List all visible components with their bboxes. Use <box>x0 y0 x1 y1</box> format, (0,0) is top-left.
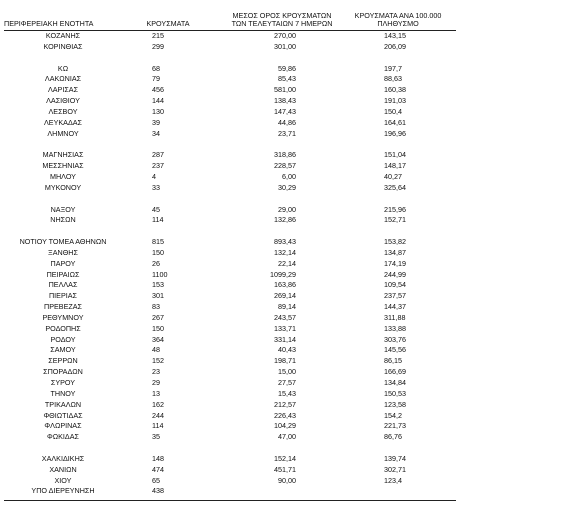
region-cell: ΜΥΚΟΝΟΥ <box>44 182 82 192</box>
per-100k-cell: 133,88 <box>384 323 406 333</box>
header-avg-line2: ΤΩΝ ΤΕΛΕΥΤΑΙΩΝ 7 ΗΜΕΡΩΝ <box>231 19 333 28</box>
per-100k-cell: 109,54 <box>384 280 406 290</box>
per-100k-cell: 221,73 <box>384 421 406 431</box>
cases-cell: 26 <box>152 258 160 268</box>
avg-cell <box>230 226 296 237</box>
per-100k-cell: 143,15 <box>384 31 406 40</box>
avg-cell: 270,00 <box>274 31 296 40</box>
region-cell: ΣΠΟΡΑΔΩΝ <box>43 367 83 377</box>
per-100k-cell: 145,56 <box>384 345 406 355</box>
avg-cell: 138,43 <box>274 96 296 106</box>
avg-cell: 163,86 <box>274 280 296 290</box>
cases-cell: 68 <box>152 63 160 73</box>
per-100k-cell <box>384 226 424 237</box>
cases-cell: 1100 <box>152 269 168 279</box>
region-cell: ΚΟΖΑΝΗΣ <box>45 31 81 40</box>
cases-cell: 39 <box>152 117 160 127</box>
cases-cell: 162 <box>152 399 164 409</box>
cases-cell: 152 <box>152 356 164 366</box>
region-cell: ΝΟΤΙΟΥ ΤΟΜΕΑ ΑΘΗΝΩΝ <box>19 237 107 247</box>
region-cell: ΡΟΔΟΥ <box>50 334 76 344</box>
avg-column <box>230 31 296 497</box>
per-100k-cell: 151,04 <box>384 150 406 160</box>
avg-cell: 85,43 <box>278 74 296 84</box>
per-100k-cell: 139,74 <box>384 453 406 463</box>
per-100k-cell: 303,76 <box>384 334 406 344</box>
avg-cell: 15,00 <box>278 367 296 377</box>
region-cell: ΧΑΛΚΙΔΙΚΗΣ <box>41 453 85 463</box>
avg-cell: 228,57 <box>274 161 296 171</box>
avg-cell: 132,86 <box>274 215 296 225</box>
per-100k-cell: 160,38 <box>384 85 406 95</box>
avg-cell: 27,57 <box>278 378 296 387</box>
avg-cell: 30,29 <box>278 182 296 192</box>
avg-cell: 22,14 <box>278 258 296 268</box>
avg-cell: 152,14 <box>274 453 296 463</box>
region-cell: ΤΡΙΚΑΛΩΝ <box>44 399 82 409</box>
region-cell: ΣΥΡΟΥ <box>50 378 76 387</box>
avg-cell: 104,29 <box>274 421 296 431</box>
avg-cell: 1099,29 <box>270 269 296 279</box>
avg-cell: 331,14 <box>274 334 296 344</box>
avg-cell: 6,00 <box>282 171 296 181</box>
region-cell: ΜΕΣΣΗΝΙΑΣ <box>42 161 84 171</box>
avg-cell: 40,43 <box>278 345 296 355</box>
cases-cell: 144 <box>152 96 164 106</box>
region-cell: ΠΕΙΡΑΙΩΣ <box>46 269 80 279</box>
per-100k-cell: 88,63 <box>384 74 402 84</box>
per-100k-cell: 86,76 <box>384 432 402 442</box>
per-100k-cell: 166,69 <box>384 367 406 377</box>
per-100k-cell: 150,4 <box>384 106 402 116</box>
per-100k-cell: 86,15 <box>384 356 402 366</box>
region-cell: ΛΗΜΝΟΥ <box>47 128 79 138</box>
cases-cell: 4 <box>152 171 156 181</box>
region-cell <box>0 53 126 64</box>
per-100k-cell: 196,96 <box>384 128 406 138</box>
region-cell: ΛΕΥΚΑΔΑΣ <box>43 117 82 127</box>
cases-cell: 815 <box>152 237 164 247</box>
cases-cell: 29 <box>152 378 160 387</box>
avg-cell <box>230 139 296 150</box>
region-cell: ΧΙΟΥ <box>54 475 72 485</box>
per-100k-cell: 174,19 <box>384 258 406 268</box>
per-100k-cell: 153,82 <box>384 237 406 247</box>
avg-cell <box>230 194 296 205</box>
per-100k-cell: 144,37 <box>384 302 406 312</box>
region-cell: ΧΑΝΙΩΝ <box>49 464 77 474</box>
region-cell: ΚΟΡΙΝΘΙΑΣ <box>43 41 83 51</box>
cases-cell <box>152 194 192 205</box>
cases-cell: 148 <box>152 453 164 463</box>
cases-cell: 48 <box>152 345 160 355</box>
avg-cell <box>230 486 296 497</box>
cases-cell: 35 <box>152 432 160 442</box>
per-100k-cell: 154,2 <box>384 410 402 420</box>
region-cell: ΡΟΔΟΠΗΣ <box>45 323 81 333</box>
cases-cell <box>152 139 192 150</box>
avg-cell: 147,43 <box>274 106 296 116</box>
region-cell <box>0 443 126 454</box>
per-100k-cell: 206,09 <box>384 41 406 51</box>
region-cell: ΛΑΡΙΣΑΣ <box>47 85 79 95</box>
cases-cell: 299 <box>152 41 164 51</box>
avg-cell: 15,43 <box>278 388 296 398</box>
per-100k-cell: 123,58 <box>384 399 406 409</box>
cases-cell: 364 <box>152 334 164 344</box>
cases-cell: 474 <box>152 464 164 474</box>
avg-cell: 29,00 <box>278 204 296 214</box>
cases-cell: 114 <box>152 215 164 225</box>
avg-cell: 59,86 <box>278 63 296 73</box>
cases-cell: 438 <box>152 486 164 496</box>
per-100k-cell: 311,88 <box>384 312 406 322</box>
header-avg-7days <box>228 12 336 28</box>
region-cell: ΣΕΡΡΩΝ <box>48 356 78 366</box>
per-100k-cell: 123,4 <box>384 475 402 485</box>
avg-cell: 212,57 <box>274 399 296 409</box>
avg-cell: 451,71 <box>274 464 296 474</box>
cases-column <box>152 31 192 497</box>
avg-cell: 893,43 <box>274 237 296 247</box>
per-100k-cell <box>384 139 424 150</box>
region-cell: ΞΑΝΘΗΣ <box>48 247 78 257</box>
cases-cell: 150 <box>152 323 164 333</box>
cases-cell: 456 <box>152 85 164 95</box>
region-cell: ΝΑΞΟΥ <box>50 204 76 214</box>
cases-cell: 34 <box>152 128 160 138</box>
avg-cell: 198,71 <box>274 356 296 366</box>
per-100k-cell: 134,87 <box>384 247 406 257</box>
cases-cell: 114 <box>152 421 164 431</box>
cases-cell: 130 <box>152 106 164 116</box>
region-cell: ΠΙΕΡΙΑΣ <box>48 291 77 301</box>
cases-cell: 237 <box>152 161 164 171</box>
avg-cell: 23,71 <box>278 128 296 138</box>
per-100k-cell: 191,03 <box>384 96 406 106</box>
cases-cell: 65 <box>152 475 160 485</box>
cases-cell: 45 <box>152 204 160 214</box>
per-100k-cell <box>384 194 424 205</box>
avg-cell: 318,86 <box>274 150 296 160</box>
per-100k-cell <box>384 443 424 454</box>
per-100k-cell: 302,71 <box>384 464 406 474</box>
per-100k-column <box>384 31 424 497</box>
region-cell: ΡΕΘΥΜΝΟΥ <box>42 312 84 322</box>
region-cell: ΦΛΩΡΙΝΑΣ <box>44 421 82 431</box>
cases-cell: 13 <box>152 388 160 398</box>
avg-cell: 581,00 <box>274 85 296 95</box>
region-cell: ΠΡΕΒΕΖΑΣ <box>44 302 82 312</box>
region-cell <box>0 194 126 205</box>
cases-cell: 33 <box>152 182 160 192</box>
per-100k-cell: 244,99 <box>384 269 406 279</box>
cases-cell: 153 <box>152 280 164 290</box>
cases-cell <box>152 226 192 237</box>
region-cell: ΤΗΝΟΥ <box>50 388 76 398</box>
avg-cell <box>230 53 296 64</box>
cases-cell: 287 <box>152 150 164 160</box>
per-100k-cell: 164,61 <box>384 117 406 127</box>
per-100k-cell: 148,17 <box>384 161 406 171</box>
cases-cell: 215 <box>152 31 164 40</box>
header-cases: ΚΡΟΥΣΜΑΤΑ <box>146 19 190 28</box>
region-cell: ΜΗΛΟΥ <box>50 171 76 181</box>
region-cell: ΥΠΟ ΔΙΕΡΕΥΝΗΣΗ <box>31 486 95 496</box>
per-100k-cell: 215,96 <box>384 204 406 214</box>
header-avg-line1: ΜΕΣΟΣ ΟΡΟΣ ΚΡΟΥΣΜΑΤΩΝ <box>232 11 332 20</box>
cases-cell: 150 <box>152 247 164 257</box>
avg-cell: 133,71 <box>274 323 296 333</box>
avg-cell: 226,43 <box>274 410 296 420</box>
cases-cell <box>152 53 192 64</box>
region-cell: ΠΕΛΛΑΣ <box>48 280 78 290</box>
avg-cell: 132,14 <box>274 247 296 257</box>
per-100k-cell: 237,57 <box>384 291 406 301</box>
per-100k-cell: 197,7 <box>384 63 402 73</box>
header-per-line1: ΚΡΟΥΣΜΑΤΑ ΑΝΑ 100.000 <box>354 11 442 20</box>
cases-cell: 301 <box>152 291 164 301</box>
region-cell <box>0 226 126 237</box>
avg-cell: 90,00 <box>278 475 296 485</box>
footer-divider <box>4 500 456 501</box>
avg-cell: 269,14 <box>274 291 296 301</box>
per-100k-cell <box>384 53 424 64</box>
avg-cell: 47,00 <box>278 432 296 442</box>
region-cell: ΛΕΣΒΟΥ <box>48 106 78 116</box>
avg-cell: 89,14 <box>278 302 296 312</box>
header-per-line2: ΠΛΗΘΥΣΜΟ <box>377 19 419 28</box>
per-100k-cell: 152,71 <box>384 215 406 225</box>
region-cell: ΦΘΙΩΤΙΔΑΣ <box>43 410 83 420</box>
avg-cell <box>230 443 296 454</box>
region-cell: ΛΑΚΩΝΙΑΣ <box>44 74 82 84</box>
per-100k-cell <box>384 486 424 497</box>
cases-cell: 267 <box>152 312 164 322</box>
avg-cell: 243,57 <box>274 312 296 322</box>
per-100k-cell: 150,53 <box>384 388 406 398</box>
region-cell: ΦΩΚΙΔΑΣ <box>47 432 79 442</box>
region-cell: ΣΑΜΟΥ <box>50 345 76 355</box>
region-cell: ΠΑΡΟΥ <box>50 258 76 268</box>
region-cell: ΜΑΓΝΗΣΙΑΣ <box>42 150 84 160</box>
region-cell <box>0 139 126 150</box>
per-100k-cell: 40,27 <box>384 171 402 181</box>
avg-cell: 301,00 <box>274 41 296 51</box>
per-100k-cell: 325,64 <box>384 182 406 192</box>
region-cell: ΛΑΣΙΘΙΟΥ <box>46 96 80 106</box>
cases-cell: 23 <box>152 367 160 377</box>
per-100k-cell: 134,84 <box>384 378 406 387</box>
header-region: ΠΕΡΙΦΕΡΕΙΑΚΗ ΕΝΟΤΗΤΑ <box>4 19 94 28</box>
cases-cell: 244 <box>152 410 164 420</box>
cases-cell: 83 <box>152 302 160 312</box>
region-cell: ΚΩ <box>57 63 69 73</box>
header-per-100k <box>344 12 452 28</box>
region-column <box>0 31 126 497</box>
avg-cell: 44,86 <box>278 117 296 127</box>
cases-cell: 79 <box>152 74 160 84</box>
cases-cell <box>152 443 192 454</box>
region-cell: ΝΗΣΩΝ <box>50 215 76 225</box>
